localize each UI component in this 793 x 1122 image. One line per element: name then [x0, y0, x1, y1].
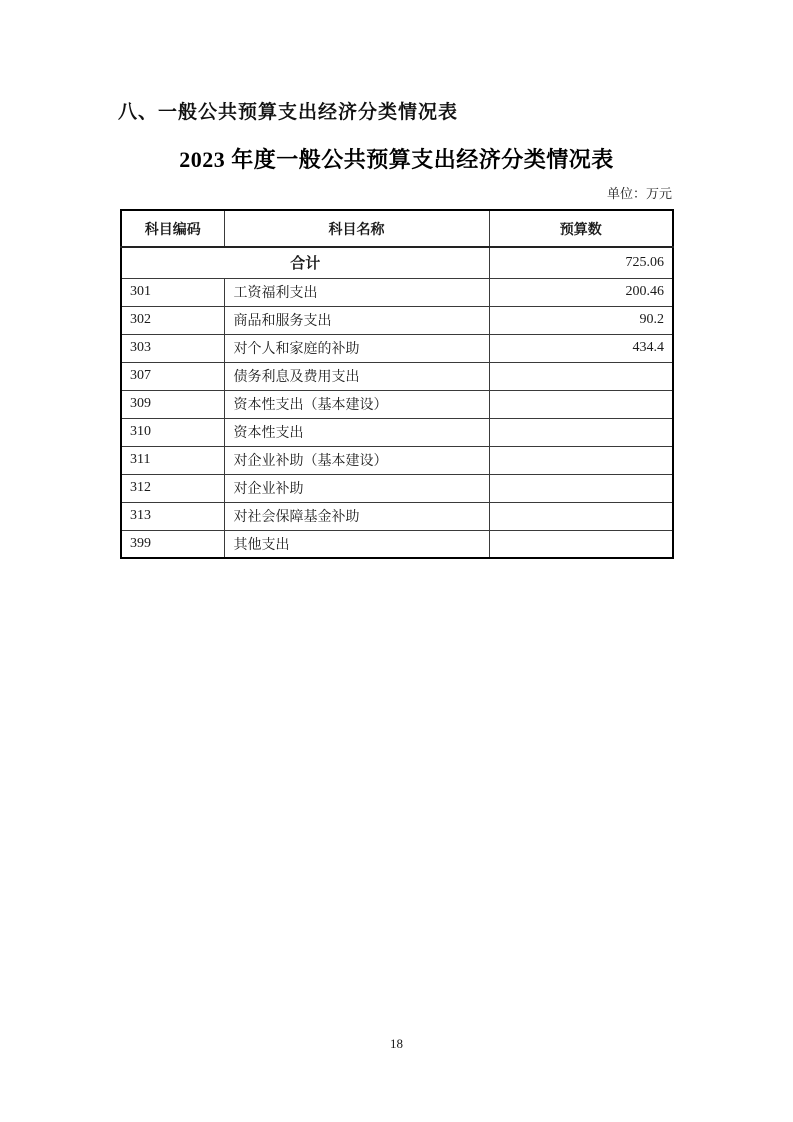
row-name: 对企业补助: [224, 474, 489, 502]
row-code: 302: [121, 306, 224, 334]
row-code: 310: [121, 418, 224, 446]
table-container: [120, 186, 672, 559]
table-title: 2023 年度一般公共预算支出经济分类情况表: [179, 147, 614, 172]
column-header-code: 科目编码: [121, 210, 224, 247]
row-value: [489, 390, 673, 418]
column-header-name: 科目名称: [224, 210, 489, 247]
row-value: [489, 530, 673, 558]
table-row: [121, 390, 673, 418]
row-value: 434.4: [489, 334, 673, 362]
row-name: 其他支出: [224, 530, 489, 558]
total-value: 725.06: [489, 247, 673, 278]
row-name: 债务利息及费用支出: [224, 362, 489, 390]
section-heading: 八、一般公共预算支出经济分类情况表: [118, 102, 459, 123]
row-value: [489, 446, 673, 474]
unit-label: 单位：万元: [606, 186, 672, 201]
table-row: [121, 474, 673, 502]
row-code: 307: [121, 362, 224, 390]
row-name: 资本性支出: [224, 418, 489, 446]
row-value: [489, 362, 673, 390]
row-code: 311: [121, 446, 224, 474]
table-row: [121, 334, 673, 362]
row-name: 对社会保障基金补助: [224, 502, 489, 530]
row-name: 商品和服务支出: [224, 306, 489, 334]
row-code: 303: [121, 334, 224, 362]
page-number: 18: [390, 1036, 403, 1051]
table-row: [121, 418, 673, 446]
total-row: [121, 247, 673, 278]
row-value: 90.2: [489, 306, 673, 334]
row-value: [489, 474, 673, 502]
row-code: 312: [121, 474, 224, 502]
row-name: 资本性支出（基本建设）: [224, 390, 489, 418]
row-name: 工资福利支出: [224, 278, 489, 306]
table-row: [121, 278, 673, 306]
row-name: 对个人和家庭的补助: [224, 334, 489, 362]
table-row: [121, 306, 673, 334]
table-row: [121, 362, 673, 390]
row-value: 200.46: [489, 278, 673, 306]
table-row: [121, 530, 673, 558]
row-value: [489, 502, 673, 530]
column-header-value: 预算数: [489, 210, 673, 247]
row-name: 对企业补助（基本建设）: [224, 446, 489, 474]
row-code: 313: [121, 502, 224, 530]
table-header-row: [121, 210, 673, 247]
table-row: [121, 446, 673, 474]
budget-table: [120, 209, 674, 559]
total-label: 合计: [121, 247, 489, 278]
row-code: 301: [121, 278, 224, 306]
row-code: 309: [121, 390, 224, 418]
table-row: [121, 502, 673, 530]
row-value: [489, 418, 673, 446]
row-code: 399: [121, 530, 224, 558]
